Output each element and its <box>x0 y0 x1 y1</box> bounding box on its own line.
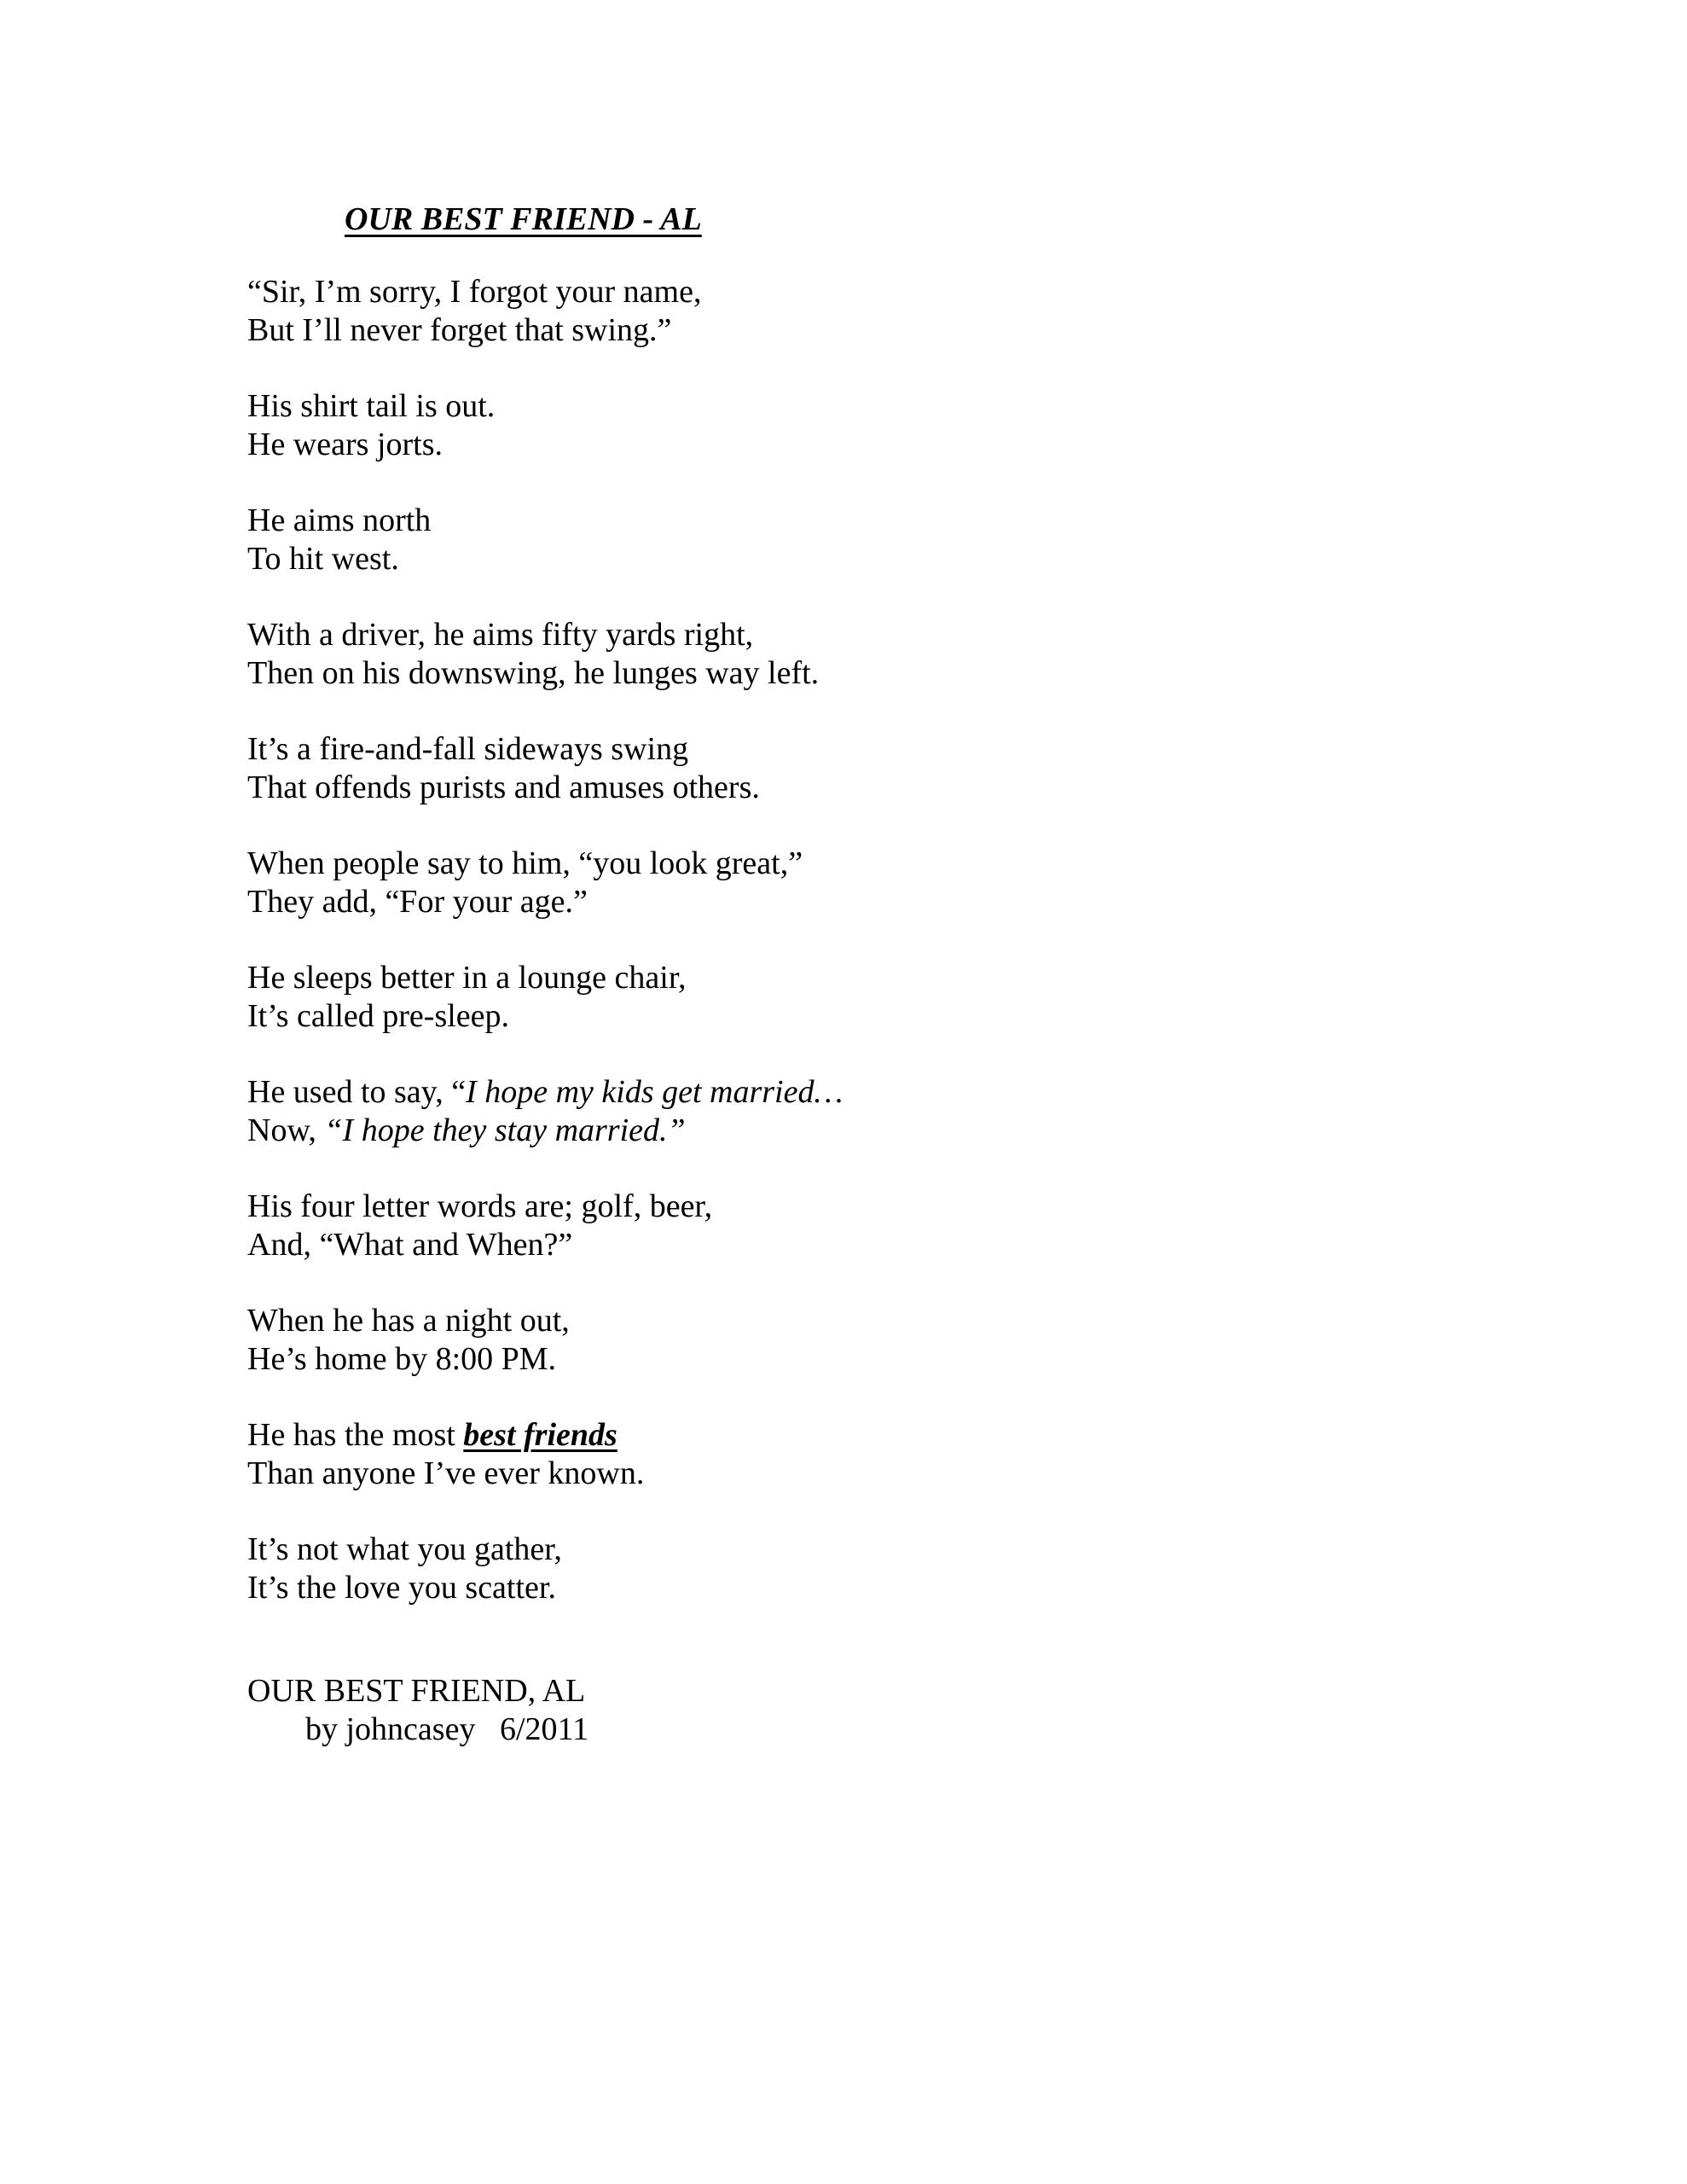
poem-line: He aims north <box>247 502 432 538</box>
poem-line: But I’ll never forget that swing.” <box>247 312 672 348</box>
poem-line <box>247 1112 1441 1150</box>
poem-line: His four letter words are; golf, beer, <box>247 1188 713 1224</box>
poem-line: It’s the love you scatter. <box>247 1570 556 1606</box>
italic-quote: “I hope they stay married.” <box>324 1112 686 1148</box>
stanza <box>247 1188 1441 1264</box>
poem-line: It’s a fire-and-fall sideways swing <box>247 731 689 767</box>
poem-line: When people say to him, “you look great,” <box>247 845 803 881</box>
poem-line: His shirt tail is out. <box>247 388 496 424</box>
poem-line: It’s called pre-sleep. <box>247 998 510 1034</box>
poem-line: With a driver, he aims fifty yards right, <box>247 617 754 653</box>
stanza <box>247 502 1441 578</box>
poem-line <box>247 1416 1441 1455</box>
stanza <box>247 730 1441 807</box>
poem-line: Then on his downswing, he lunges way left. <box>247 655 820 691</box>
poem-line: To hit west. <box>247 541 399 577</box>
stanza <box>247 1416 1441 1493</box>
poem-line: Than anyone I’ve ever known. <box>247 1455 645 1491</box>
stanza <box>247 1073 1441 1150</box>
stanza <box>247 616 1441 693</box>
poem-line: He sleeps better in a lounge chair, <box>247 960 687 996</box>
poem-line: And, “What and When?” <box>247 1227 573 1263</box>
stanza <box>247 1531 1441 1607</box>
emphasized-phrase: best friends <box>463 1417 617 1453</box>
poem-line: That offends purists and amuses others. <box>247 770 760 805</box>
poem-line-text: He has the most <box>247 1417 464 1453</box>
poem-line-text: He used to say, “ <box>247 1074 467 1110</box>
signoff-title: OUR BEST FRIEND, AL <box>247 1673 586 1709</box>
stanza <box>247 387 1441 464</box>
poem-line: When he has a night out, <box>247 1303 570 1339</box>
italic-quote: I hope my kids get married… <box>466 1074 844 1110</box>
poem-line: He’s home by 8:00 PM. <box>247 1341 557 1377</box>
stanza <box>247 959 1441 1036</box>
stanza <box>247 1302 1441 1379</box>
stanza <box>247 845 1441 921</box>
poem-line: He wears jorts. <box>247 427 443 462</box>
poem-line <box>247 1073 1441 1112</box>
poem-body <box>247 273 1441 1645</box>
signoff-block <box>247 1672 588 1749</box>
stanza <box>247 273 1441 350</box>
poem-line: “Sir, I’m sorry, I forgot your name, <box>247 274 702 310</box>
poem-line: They add, “For your age.” <box>247 884 588 920</box>
author-byline: by johncasey 6/2011 <box>305 1711 589 1747</box>
poem-line-text: Now, <box>247 1112 325 1148</box>
poem-line: It’s not what you gather, <box>247 1531 562 1567</box>
poem-title: OUR BEST FRIEND - AL <box>345 201 702 237</box>
